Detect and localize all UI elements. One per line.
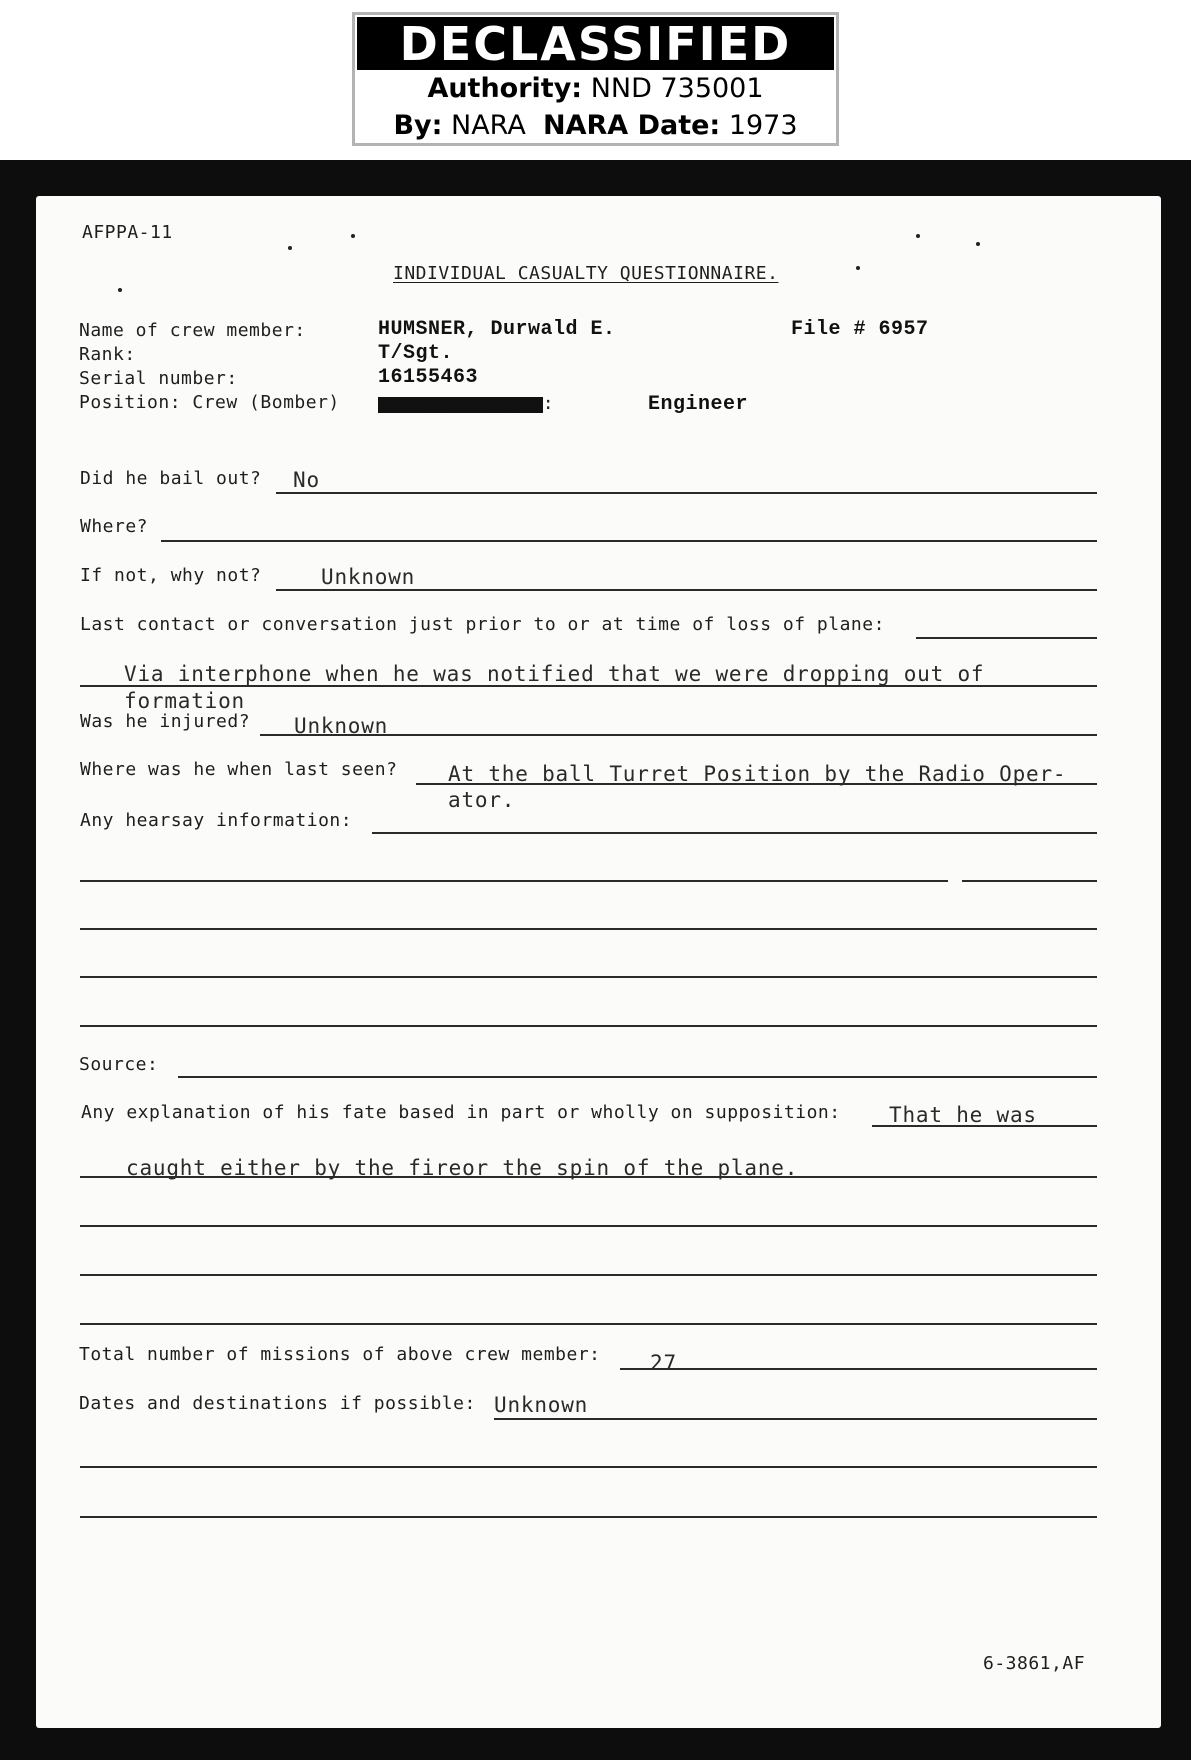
last-seen-value-1: At the ball Turret Position by the Radio Oper-: [448, 762, 1067, 786]
stamp-by-line: [355, 107, 836, 144]
footer-form-code: 6-3861,AF: [983, 1653, 1086, 1674]
stamp-authority-line: [355, 70, 836, 107]
answer-line: [80, 1176, 1097, 1178]
serial-label: Serial number:: [79, 368, 238, 389]
answer-line: [80, 1516, 1097, 1518]
dust-speck: [856, 266, 860, 270]
stamp-authority-value: NND 735001: [590, 73, 764, 104]
stamp-by-value: NARA: [451, 110, 526, 141]
position-redacted: XXXXX, XXXXXXXXXXX: [380, 397, 541, 413]
hearsay-label: Any hearsay information:: [80, 810, 353, 831]
declassified-stamp: [352, 12, 839, 146]
answer-line: [416, 783, 1097, 785]
dust-speck: [118, 288, 122, 292]
answer-line: [80, 1274, 1097, 1276]
answer-line: [80, 685, 1097, 687]
stamp-date-value: 1973: [728, 110, 798, 141]
where-label: Where?: [80, 516, 149, 537]
name-value: HUMSNER, Durwald E.: [378, 318, 616, 341]
answer-line: [80, 1466, 1097, 1468]
answer-line: [276, 589, 1097, 591]
answer-line: [80, 1323, 1097, 1325]
missions-value: 27: [650, 1351, 677, 1375]
questionnaire-page: [36, 196, 1161, 1728]
position-label: Position: Crew (Bomber): [79, 392, 340, 413]
last-contact-value-1: Via interphone when he was notified that we were dropping out of: [124, 662, 985, 686]
explanation-value-2: caught either by the fireor the spin of the plane.: [126, 1156, 799, 1180]
answer-line: [80, 928, 1097, 930]
source-label: Source:: [79, 1054, 159, 1075]
bail-out-value: No: [293, 468, 320, 492]
answer-line: [178, 1076, 1097, 1078]
explanation-value-1: That he was: [889, 1103, 1037, 1127]
answer-line: [161, 540, 1097, 542]
why-not-label: If not, why not?: [80, 565, 262, 586]
dust-speck: [916, 234, 920, 238]
answer-line: [276, 492, 1097, 494]
last-seen-label: Where was he when last seen?: [80, 759, 398, 780]
answer-line: [260, 734, 1097, 736]
missions-label: Total number of missions of above crew member:: [79, 1344, 601, 1365]
dust-speck: [288, 246, 292, 250]
dust-speck: [351, 234, 355, 238]
stamp-date-label: NARA Date:: [543, 110, 721, 141]
answer-line: [372, 832, 1097, 834]
last-contact-value-2: formation: [124, 689, 245, 713]
last-contact-label: Last contact or conversation just prior to or at time of loss of plane:: [80, 614, 885, 635]
answer-line: [872, 1125, 1097, 1127]
rank-value: T/Sgt.: [378, 342, 454, 365]
stamp-by-label: By:: [393, 110, 443, 141]
name-label: Name of crew member:: [79, 320, 306, 341]
position-redacted-box: XXXXX, XXXXXXXXXXX :: [380, 393, 555, 414]
answer-line: [962, 880, 1097, 882]
answer-line: [916, 637, 1097, 639]
dust-speck: [976, 242, 980, 246]
answer-line: [80, 880, 948, 882]
form-code: AFPPA-11: [82, 222, 173, 243]
answer-line: [80, 1025, 1097, 1027]
injured-label: Was he injured?: [80, 711, 251, 732]
answer-line: [494, 1418, 1097, 1420]
position-value: Engineer: [648, 393, 749, 416]
rank-label: Rank:: [79, 344, 136, 365]
form-title: INDIVIDUAL CASUALTY QUESTIONNAIRE.: [393, 263, 779, 284]
file-value: 6957: [878, 318, 929, 341]
answer-line: [80, 1225, 1097, 1227]
stamp-authority-label: Authority:: [427, 73, 583, 104]
dates-value: Unknown: [494, 1393, 589, 1417]
answer-line: [80, 976, 1097, 978]
file-label: File #: [791, 318, 867, 341]
answer-line: [620, 1368, 1097, 1370]
last-seen-value-2: ator.: [448, 788, 516, 812]
why-not-value: Unknown: [321, 565, 416, 589]
explanation-label: Any explanation of his fate based in part or wholly on supposition:: [81, 1102, 841, 1123]
injured-value: Unknown: [294, 714, 389, 738]
dates-label: Dates and destinations if possible:: [79, 1393, 476, 1414]
file-number: [791, 318, 929, 341]
bail-out-label: Did he bail out?: [80, 468, 262, 489]
serial-value: 16155463: [378, 366, 479, 389]
stamp-title: DECLASSIFIED: [357, 17, 834, 70]
